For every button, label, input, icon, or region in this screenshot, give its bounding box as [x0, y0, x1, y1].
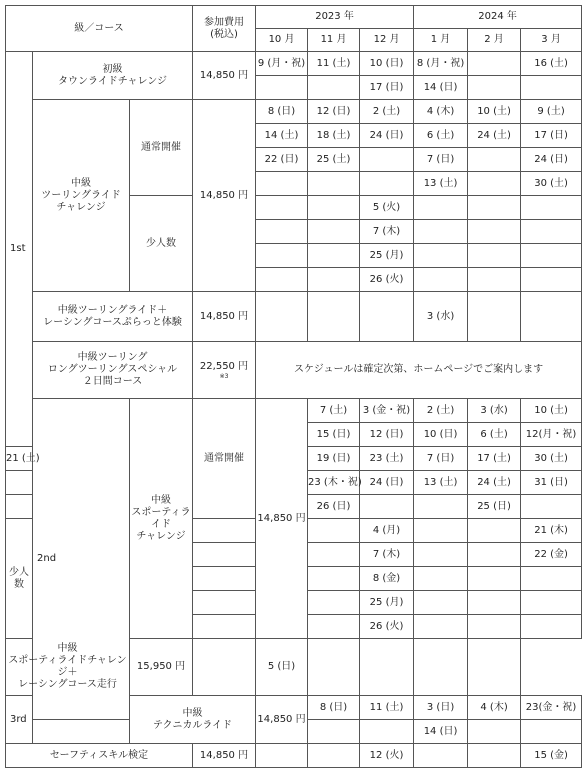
date-cell — [6, 471, 33, 495]
course-mid-technical-ride — [130, 696, 256, 744]
date-cell: 25 (月) — [360, 591, 414, 615]
date-cell — [521, 292, 582, 342]
course-line: レーシングコースぷらっと体験 — [43, 316, 182, 328]
date-cell: 17 (日) — [521, 124, 582, 148]
date-cell — [468, 567, 521, 591]
date-cell: 11 (土) — [360, 696, 414, 720]
course-line: ２日間コース — [82, 376, 143, 387]
date-cell: 24 (土) — [468, 124, 521, 148]
date-cell: 21 (木) — [521, 519, 582, 543]
date-cell: 24 (土) — [468, 471, 521, 495]
fee-cell: 14,850 円 — [193, 52, 256, 100]
level-1st: 1st — [6, 52, 33, 447]
date-cell — [256, 220, 308, 244]
course-line: テクニカルライド — [152, 719, 233, 731]
date-cell: 15 (金) — [521, 744, 582, 768]
date-cell — [468, 543, 521, 567]
date-cell — [308, 720, 360, 744]
course-line: チャレンジ — [136, 530, 186, 542]
course-line: チャレンジ — [56, 201, 106, 213]
date-cell — [360, 148, 414, 172]
fee-cell: 15,950 円 — [130, 639, 193, 696]
date-cell — [521, 720, 582, 744]
date-cell — [414, 543, 468, 567]
course-line: スポーティライドチャレンジ＋ — [8, 655, 127, 678]
date-cell — [308, 543, 360, 567]
date-cell — [414, 196, 468, 220]
course-safety-skill-test: セーフティスキル検定 — [6, 744, 193, 768]
course-mid-sporty-racing — [6, 639, 130, 696]
date-cell — [468, 615, 521, 639]
date-cell — [193, 519, 256, 543]
date-cell: 3 (水) — [414, 292, 468, 342]
course-line: ロングツーリングスペシャル — [47, 364, 178, 375]
date-cell — [308, 76, 360, 100]
date-cell — [308, 615, 360, 639]
date-cell: 19 (日) — [308, 447, 360, 471]
date-cell — [414, 567, 468, 591]
date-cell — [308, 196, 360, 220]
date-cell — [521, 268, 582, 292]
date-cell — [193, 543, 256, 567]
date-cell: 3 (日) — [414, 696, 468, 720]
date-cell — [308, 244, 360, 268]
date-cell: 12 (火) — [360, 744, 414, 768]
date-cell: 5 (日) — [256, 639, 308, 696]
date-cell: 4 (月) — [360, 519, 414, 543]
date-cell — [468, 196, 521, 220]
sub-small-group: 少人数 — [6, 519, 33, 639]
date-cell: 2 (土) — [360, 100, 414, 124]
date-cell: 13 (土) — [414, 172, 468, 196]
date-cell — [308, 220, 360, 244]
date-cell — [193, 615, 256, 639]
date-cell: 25 (日) — [468, 495, 521, 519]
date-cell: 30 (土) — [521, 172, 582, 196]
date-cell — [521, 220, 582, 244]
date-cell — [256, 172, 308, 196]
date-cell — [468, 519, 521, 543]
sub-regular: 通常開催 — [130, 100, 193, 196]
date-cell: 23 (土) — [360, 447, 414, 471]
course-line: 中級 — [57, 643, 78, 654]
date-cell — [468, 148, 521, 172]
date-cell — [521, 615, 582, 639]
date-cell — [6, 495, 33, 519]
date-cell — [256, 292, 308, 342]
fee-value: 22,550 円 — [199, 360, 249, 372]
course-line: 中級 — [71, 177, 91, 189]
date-cell — [193, 639, 256, 696]
date-cell — [360, 720, 414, 744]
date-cell: 22 (金) — [521, 543, 582, 567]
date-cell — [468, 52, 521, 76]
date-cell — [308, 591, 360, 615]
date-cell — [521, 76, 582, 100]
date-cell — [468, 744, 521, 768]
fee-cell — [193, 342, 256, 399]
date-cell — [521, 196, 582, 220]
fee-cell: 14,850 円 — [256, 399, 308, 639]
date-cell: 17 (日) — [360, 76, 414, 100]
date-cell: 21 (土) — [6, 447, 33, 471]
date-cell: 25 (土) — [308, 148, 360, 172]
course-beginner-town-ride — [33, 52, 193, 100]
date-cell — [521, 591, 582, 615]
date-cell — [308, 639, 360, 696]
course-line: 中級ツーリングライド＋ — [57, 304, 168, 316]
date-cell: 8 (日) — [308, 696, 360, 720]
date-cell — [468, 720, 521, 744]
date-cell: 5 (火) — [360, 196, 414, 220]
date-cell: 23(金・祝) — [521, 696, 582, 720]
date-cell — [414, 519, 468, 543]
date-cell — [468, 172, 521, 196]
fee-cell: 14,850 円 — [193, 100, 256, 292]
date-cell: 13 (土) — [414, 471, 468, 495]
course-line: 中級ツーリング — [77, 352, 148, 363]
date-cell: 26 (火) — [360, 615, 414, 639]
date-cell: 23 (木・祝) — [308, 471, 360, 495]
date-cell: 8 (日) — [256, 100, 308, 124]
date-cell — [256, 196, 308, 220]
fee-header-line: 参加費用 — [204, 16, 245, 28]
date-cell — [360, 292, 414, 342]
course-line: スポーティライド — [131, 506, 191, 530]
date-cell — [360, 639, 414, 696]
date-cell — [33, 720, 130, 744]
date-cell — [308, 268, 360, 292]
date-cell: 12 (日) — [308, 100, 360, 124]
date-cell: 11 (土) — [308, 52, 360, 76]
date-cell — [414, 220, 468, 244]
date-cell — [360, 172, 414, 196]
date-cell: 12(月・祝) — [521, 423, 582, 447]
year-2024-header: 2024 年 — [414, 6, 582, 29]
date-cell — [256, 244, 308, 268]
date-cell — [414, 744, 468, 768]
fee-cell: 14,850 円 — [193, 292, 256, 342]
date-cell: 25 (月) — [360, 244, 414, 268]
date-cell — [308, 567, 360, 591]
date-cell: 8 (金) — [360, 567, 414, 591]
date-cell — [414, 268, 468, 292]
course-mid-touring-ride — [33, 100, 130, 292]
fee-cell: 14,850 円 — [256, 696, 308, 744]
date-cell: 6 (土) — [468, 423, 521, 447]
date-cell: 10 (日) — [414, 423, 468, 447]
date-cell: 3 (金・祝) — [360, 399, 414, 423]
date-cell — [521, 567, 582, 591]
date-cell: 22 (日) — [256, 148, 308, 172]
date-cell — [468, 268, 521, 292]
date-cell: 10 (土) — [521, 399, 582, 423]
date-cell: 10 (土) — [468, 100, 521, 124]
month-header: 3 月 — [521, 29, 582, 52]
date-cell: 14 (日) — [414, 76, 468, 100]
date-cell — [256, 76, 308, 100]
date-cell: 2 (土) — [414, 399, 468, 423]
date-cell — [193, 591, 256, 615]
date-cell: 8 (月・祝) — [414, 52, 468, 76]
fee-footnote: ※3 — [219, 372, 229, 380]
date-cell: 26 (火) — [360, 268, 414, 292]
date-cell — [468, 591, 521, 615]
date-cell — [308, 519, 360, 543]
date-cell: 30 (土) — [521, 447, 582, 471]
date-cell: 14 (日) — [414, 720, 468, 744]
date-cell: 10 (日) — [360, 52, 414, 76]
sub-regular: 通常開催 — [193, 399, 256, 519]
date-cell: 24 (日) — [521, 148, 582, 172]
sub-small-group: 少人数 — [130, 196, 193, 292]
level-2nd: 2nd — [33, 399, 130, 720]
date-cell: 9 (月・祝) — [256, 52, 308, 76]
date-cell — [521, 495, 582, 519]
date-cell: 16 (土) — [521, 52, 582, 76]
date-cell — [468, 76, 521, 100]
date-cell — [308, 292, 360, 342]
date-cell: 7 (木) — [360, 543, 414, 567]
month-header: 11 月 — [308, 29, 360, 52]
date-cell: 6 (土) — [414, 124, 468, 148]
schedule-table — [5, 5, 582, 768]
date-cell — [256, 268, 308, 292]
course-line: 中級 — [151, 494, 171, 506]
date-cell: 18 (土) — [308, 124, 360, 148]
date-cell: 24 (日) — [360, 471, 414, 495]
date-cell: 31 (日) — [521, 471, 582, 495]
date-cell: 7 (日) — [414, 447, 468, 471]
course-mid-touring-racing — [33, 292, 193, 342]
date-cell: 4 (木) — [468, 696, 521, 720]
date-cell — [468, 244, 521, 268]
course-line: 中級 — [182, 707, 203, 719]
month-header: 1 月 — [414, 29, 468, 52]
date-cell: 9 (土) — [521, 100, 582, 124]
course-line: 初級 — [102, 63, 123, 75]
date-cell: 17 (土) — [468, 447, 521, 471]
schedule-pending-note: スケジュールは確定次第、ホームページでご案内します — [256, 342, 582, 399]
course-line: レーシングコース走行 — [18, 679, 117, 690]
date-cell: 7 (土) — [308, 399, 360, 423]
date-cell — [414, 591, 468, 615]
date-cell — [414, 495, 468, 519]
fee-header — [193, 6, 256, 52]
date-cell: 14 (土) — [256, 124, 308, 148]
date-cell — [193, 567, 256, 591]
month-header: 2 月 — [468, 29, 521, 52]
month-header: 10 月 — [256, 29, 308, 52]
date-cell — [468, 292, 521, 342]
course-line: ツーリングライド — [41, 189, 121, 201]
course-line: タウンライドチャレンジ — [58, 75, 167, 87]
level-3rd: 3rd — [6, 696, 33, 744]
course-mid-sporty-ride — [130, 399, 193, 639]
date-cell: 4 (木) — [414, 100, 468, 124]
date-cell: 3 (水) — [468, 399, 521, 423]
date-cell — [360, 495, 414, 519]
date-cell: 15 (日) — [308, 423, 360, 447]
fee-cell: 14,850 円 — [193, 744, 256, 768]
date-cell — [468, 639, 521, 696]
date-cell: 12 (日) — [360, 423, 414, 447]
date-cell — [414, 244, 468, 268]
date-cell: 7 (木) — [360, 220, 414, 244]
date-cell — [256, 744, 308, 768]
month-header: 12 月 — [360, 29, 414, 52]
course-header: 級／コース — [6, 6, 193, 52]
date-cell: 24 (日) — [360, 124, 414, 148]
year-2023-header: 2023 年 — [256, 6, 414, 29]
date-cell: 7 (日) — [414, 148, 468, 172]
date-cell — [308, 172, 360, 196]
fee-header-line: (税込) — [210, 28, 238, 40]
date-cell — [414, 615, 468, 639]
date-cell — [521, 244, 582, 268]
date-cell — [414, 639, 468, 696]
date-cell — [308, 744, 360, 768]
course-mid-touring-long — [33, 342, 193, 399]
date-cell: 26 (日) — [308, 495, 360, 519]
date-cell — [468, 220, 521, 244]
